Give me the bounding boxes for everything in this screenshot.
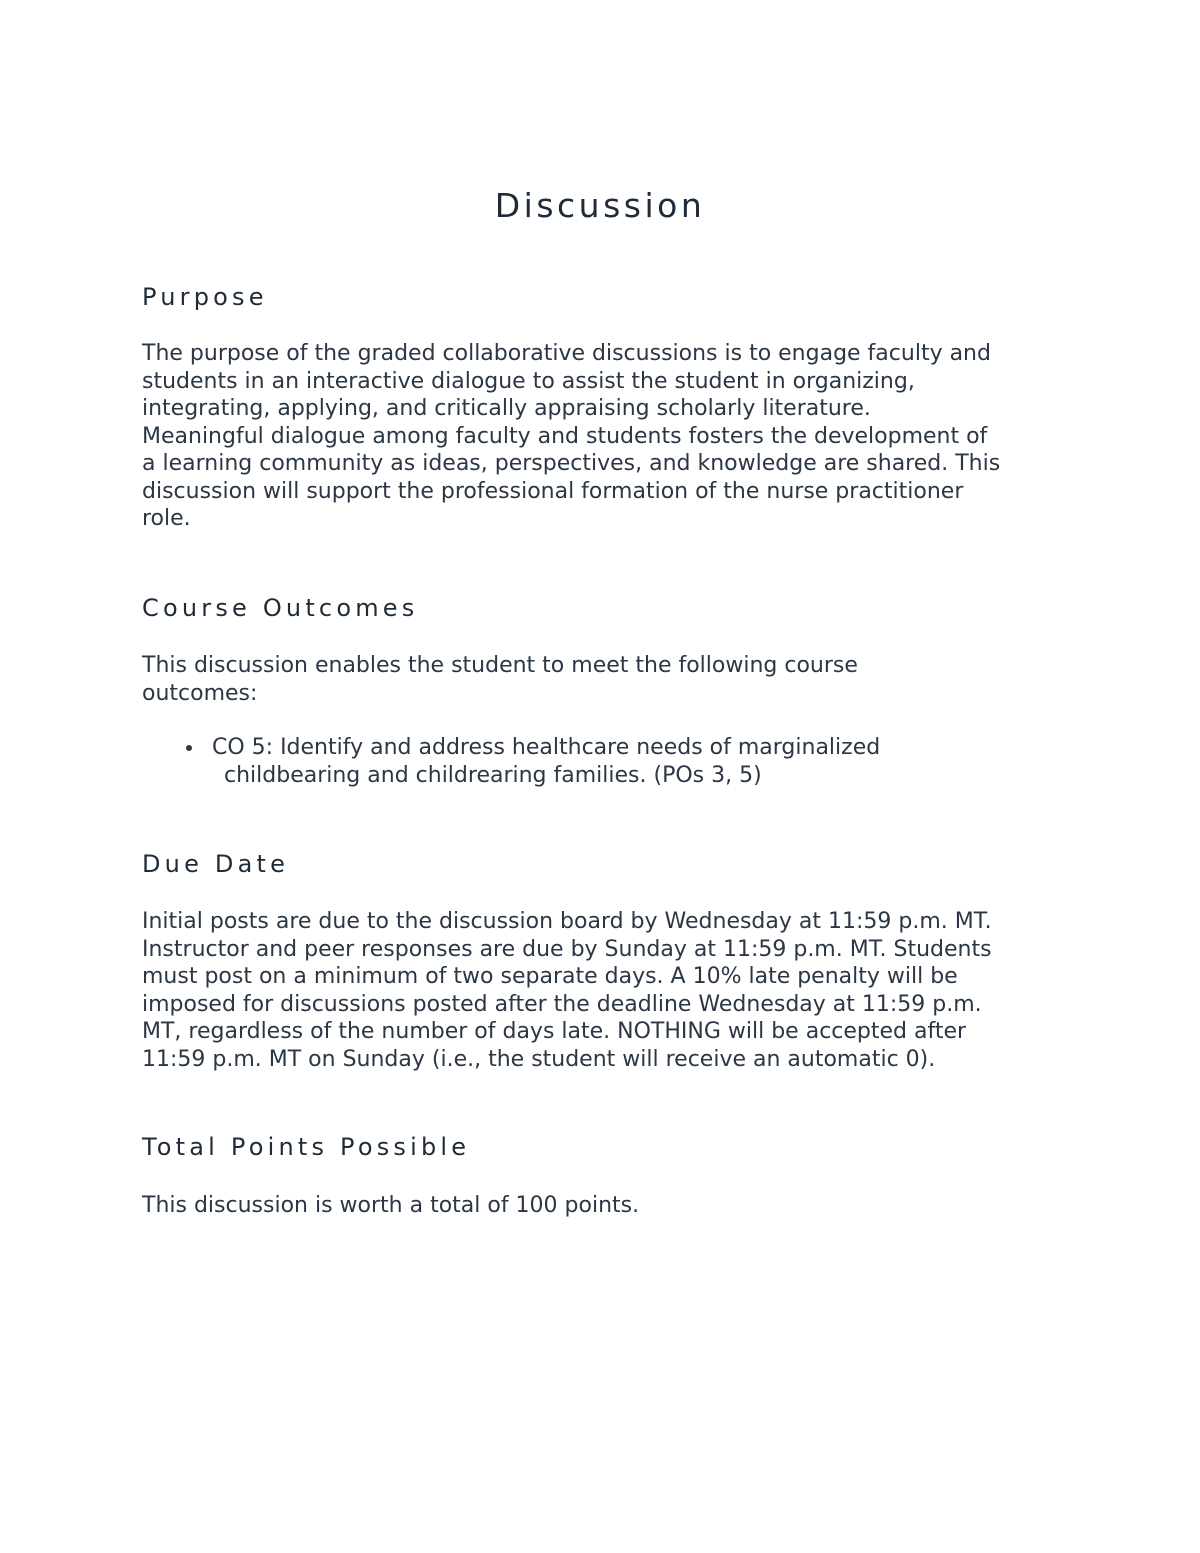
paragraph-line: Instructor and peer responses are due by Sunday at 11:59 p.m. MT. Students	[142, 936, 992, 962]
paragraph-line: a learning community as ideas, perspectives, and knowledge are shared. This	[142, 451, 1001, 476]
paragraph-line: students in an interactive dialogue to assist the student in organizing,	[142, 368, 915, 394]
list-item-line: childbearing and childrearing families. (POs 3, 5)	[224, 762, 762, 788]
list-item-line: CO 5: Identify and address healthcare needs of marginalized	[212, 735, 881, 760]
total-points-heading: Total Points Possible	[142, 1133, 471, 1161]
course-outcomes-heading: Course Outcomes	[142, 594, 419, 622]
paragraph-line: 11:59 p.m. MT on Sunday (i.e., the student will receive an automatic 0).	[142, 1046, 936, 1072]
paragraph-line: discussion will support the professional formation of the nurse practitioner	[142, 478, 964, 504]
total-points-paragraph	[142, 1192, 1072, 1220]
paragraph-line: The purpose of the graded collaborative discussions is to engage faculty and	[142, 341, 991, 366]
paragraph-line: Initial posts are due to the discussion board by Wednesday at 11:59 p.m. MT.	[142, 909, 992, 934]
paragraph-line: Meaningful dialogue among faculty and students fosters the development of	[142, 423, 988, 449]
paragraph-line: must post on a minimum of two separate days. A 10% late penalty will be	[142, 964, 958, 989]
page-title: Discussion	[494, 186, 706, 225]
paragraph-line: This discussion enables the student to meet the following course	[142, 653, 858, 678]
purpose-heading: Purpose	[142, 283, 268, 311]
paragraph-line: integrating, applying, and critically appraising scholarly literature.	[142, 396, 871, 421]
due-date-paragraph	[142, 908, 1072, 1073]
paragraph-line: outcomes:	[142, 680, 258, 706]
due-date-heading: Due Date	[142, 850, 290, 878]
paragraph-line: This discussion is worth a total of 100 points.	[142, 1193, 640, 1218]
course-outcomes-intro	[142, 652, 1072, 707]
paragraph-line: role.	[142, 506, 191, 531]
paragraph-line: MT, regardless of the number of days late. NOTHING will be accepted after	[142, 1019, 967, 1044]
bullet-icon	[186, 745, 192, 751]
paragraph-line: imposed for discussions posted after the deadline Wednesday at 11:59 p.m.	[142, 991, 982, 1017]
purpose-paragraph	[142, 340, 1072, 533]
course-outcomes-list	[142, 734, 880, 789]
list-item	[142, 734, 880, 789]
